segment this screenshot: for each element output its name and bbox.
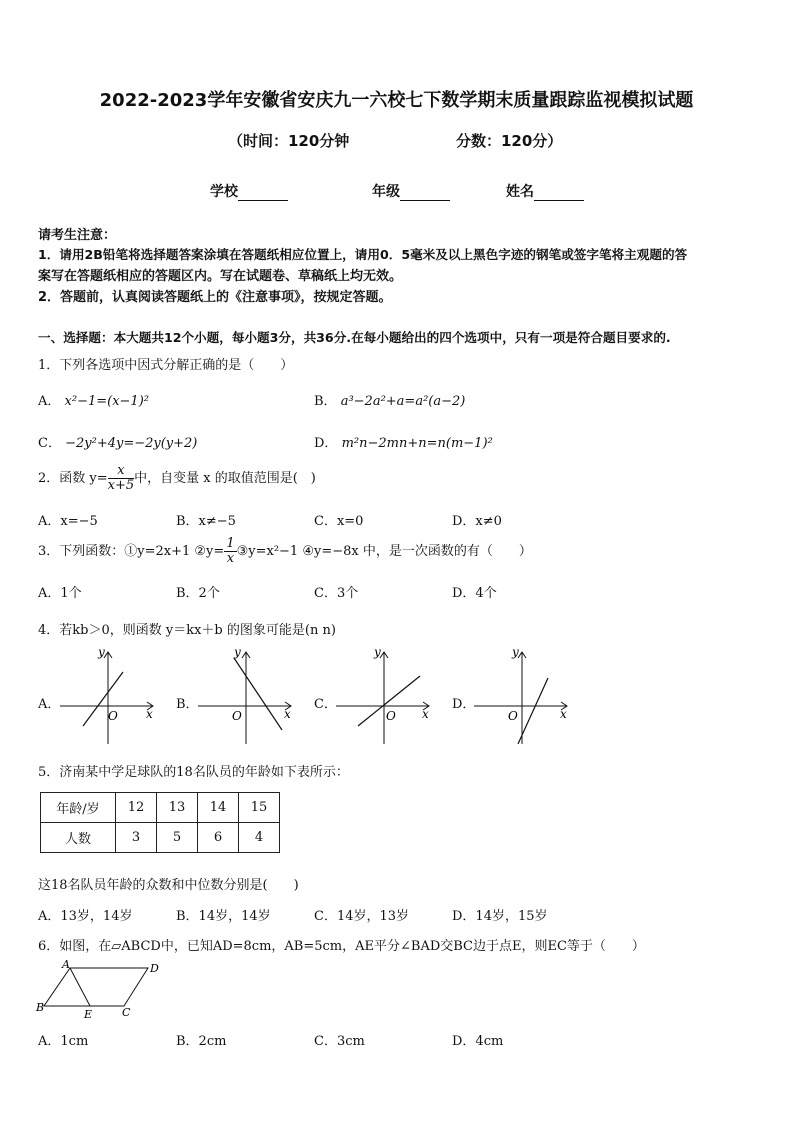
q1-option-a[interactable]	[38, 390, 149, 409]
table-cell: 15	[239, 793, 280, 823]
y-axis-label: y	[234, 645, 241, 659]
table-row	[41, 823, 280, 853]
q3-option-d[interactable]: D．4个	[452, 586, 497, 601]
q2-option-d[interactable]: D．x≠0	[452, 514, 502, 529]
name-blank[interactable]	[534, 186, 584, 201]
q2-stem-post: 中，自变量 x 的取值范围是( )	[134, 471, 316, 486]
q2-option-b[interactable]: B．x≠−5	[176, 514, 236, 529]
table-cell: 6	[198, 823, 239, 853]
q1-b-expr: a³−2a²+a=a²(a−2)	[340, 394, 466, 409]
q3-frac-num: 1	[226, 536, 235, 551]
parallelogram-figure	[34, 958, 164, 1020]
table-cell: 12	[116, 793, 157, 823]
q5-option-c[interactable]: C．14岁，13岁	[314, 909, 410, 924]
table-row	[41, 793, 280, 823]
table-cell: 3	[116, 823, 157, 853]
q3-option-b[interactable]: B．2个	[176, 586, 220, 601]
vertex-b-label: B	[36, 1001, 45, 1014]
q4-option-a[interactable]: A．	[38, 697, 61, 712]
x-axis-label: x	[560, 707, 567, 721]
q2-frac-den: x+5	[107, 478, 135, 493]
q4-stem: 4．若kb＞0，则函数 y＝kx＋b 的图象可能是(n n)	[38, 623, 336, 638]
notice-line1a: 1．请用2B铅笔将选择题答案涂填在答题纸相应位置上，请用0．5毫米及以上黑色字迹的钢笔或签字笔将主观题的答	[38, 247, 688, 262]
origin-label: O	[386, 709, 396, 723]
q4-graph-d	[472, 644, 572, 744]
q5-followup: 这18名队员年龄的众数和中位数分别是( )	[38, 878, 299, 893]
q5-stem: 5．济南某中学足球队的18名队员的年龄如下表所示：	[38, 765, 349, 780]
page-title: 2022-2023学年安徽省安庆九一六校七下数学期末质量跟踪监视模拟试题	[99, 90, 694, 111]
point-e-label: E	[84, 1008, 93, 1020]
q3-stem-pre: 3．下列函数：①y=2x+1 ②y=	[38, 544, 225, 559]
section1-heading: 一、选择题：本大题共12个小题，每小题3分，共36分.在每小题给出的四个选项中，只有一项是符合题目要求的.	[38, 330, 671, 345]
q6-stem: 6．如图，在▱ABCD中，已知AD=8cm，AB=5cm，AE平分∠BAD交BC边于点E，则EC等于（ ）	[38, 939, 645, 954]
school-field[interactable]	[210, 181, 288, 201]
q3-stem-post: ③y=x²−1 ④y=−8x 中，是一次函数的有（ ）	[236, 544, 532, 559]
q6-option-a[interactable]: A．1cm	[38, 1034, 89, 1049]
q4-option-d[interactable]: D．	[452, 697, 476, 712]
q2-stem	[38, 464, 316, 493]
option-letter: A．	[38, 394, 61, 409]
q2-option-a[interactable]: A．x=−5	[38, 514, 98, 529]
q3-fraction	[224, 537, 236, 566]
q2-stem-pre: 2．函数 y=	[38, 471, 108, 486]
origin-label: O	[108, 709, 118, 723]
school-blank[interactable]	[238, 186, 288, 201]
q6-option-c[interactable]: C．3cm	[314, 1034, 365, 1049]
vertex-d-label: D	[150, 962, 159, 975]
option-letter: C．	[38, 436, 61, 451]
q6-option-b[interactable]: B．2cm	[176, 1034, 227, 1049]
notice-line2: 2．答题前，认真阅读答题纸上的《注意事项》，按规定答题。	[38, 290, 392, 305]
q3-stem	[38, 537, 532, 566]
notice-heading: 请考生注意：	[38, 228, 117, 243]
option-letter: B．	[314, 394, 337, 409]
q1-a-expr: x²−1=(x−1)²	[64, 394, 149, 409]
table-cell: 14	[198, 793, 239, 823]
age-table	[40, 792, 280, 853]
x-axis-label: x	[146, 707, 153, 721]
y-axis-label: y	[98, 645, 105, 659]
table-cell: 年龄/岁	[41, 793, 116, 823]
origin-label: O	[508, 709, 518, 723]
table-cell: 5	[157, 823, 198, 853]
y-axis-label: y	[374, 645, 381, 659]
q1-option-d[interactable]	[314, 432, 493, 451]
q6-option-d[interactable]: D．4cm	[452, 1034, 504, 1049]
school-label: 学校	[210, 184, 238, 200]
x-axis-label: x	[284, 707, 291, 721]
vertex-c-label: C	[122, 1006, 131, 1019]
q2-option-c[interactable]: C．x=0	[314, 514, 364, 529]
q1-c-expr: −2y²+4y=−2y(y+2)	[65, 436, 198, 451]
name-field[interactable]	[506, 181, 584, 201]
exam-time: （时间：120分钟	[228, 132, 350, 150]
notice-line1b: 案写在答题纸相应的答题区内。写在试题卷、草稿纸上均无效。	[38, 269, 403, 284]
exam-score: 分数：120分）	[456, 132, 563, 150]
origin-label: O	[232, 709, 242, 723]
grade-label: 年级	[372, 184, 400, 200]
q4-option-c[interactable]: C．	[314, 697, 337, 712]
q3-option-c[interactable]: C．3个	[314, 586, 359, 601]
q5-option-d[interactable]: D．14岁，15岁	[452, 909, 548, 924]
q5-option-b[interactable]: B．14岁，14岁	[176, 909, 271, 924]
table-cell: 人数	[41, 823, 116, 853]
vertex-a-label: A	[62, 958, 70, 971]
q4-option-b[interactable]: B．	[176, 697, 199, 712]
y-axis-label: y	[512, 645, 519, 659]
name-label: 姓名	[506, 184, 534, 200]
q3-frac-den: x	[226, 551, 235, 566]
q1-d-expr: m²n−2mn+n=n(m−1)²	[341, 436, 493, 451]
table-cell: 13	[157, 793, 198, 823]
grade-field[interactable]	[372, 181, 450, 201]
x-axis-label: x	[422, 707, 429, 721]
q3-option-a[interactable]: A．1个	[38, 586, 82, 601]
grade-blank[interactable]	[400, 186, 450, 201]
q2-frac-num: x	[108, 464, 135, 479]
q1-option-c[interactable]	[38, 432, 197, 451]
q4-graph-b	[196, 644, 296, 744]
table-cell: 4	[239, 823, 280, 853]
q5-option-a[interactable]: A．13岁，14岁	[38, 909, 133, 924]
q1-stem: 1．下列各选项中因式分解正确的是（ ）	[38, 358, 294, 373]
q2-fraction	[108, 464, 135, 493]
q4-graph-a	[58, 644, 158, 744]
q4-graph-c	[334, 644, 434, 744]
option-letter: D．	[314, 436, 338, 451]
q1-option-b[interactable]	[314, 390, 465, 409]
